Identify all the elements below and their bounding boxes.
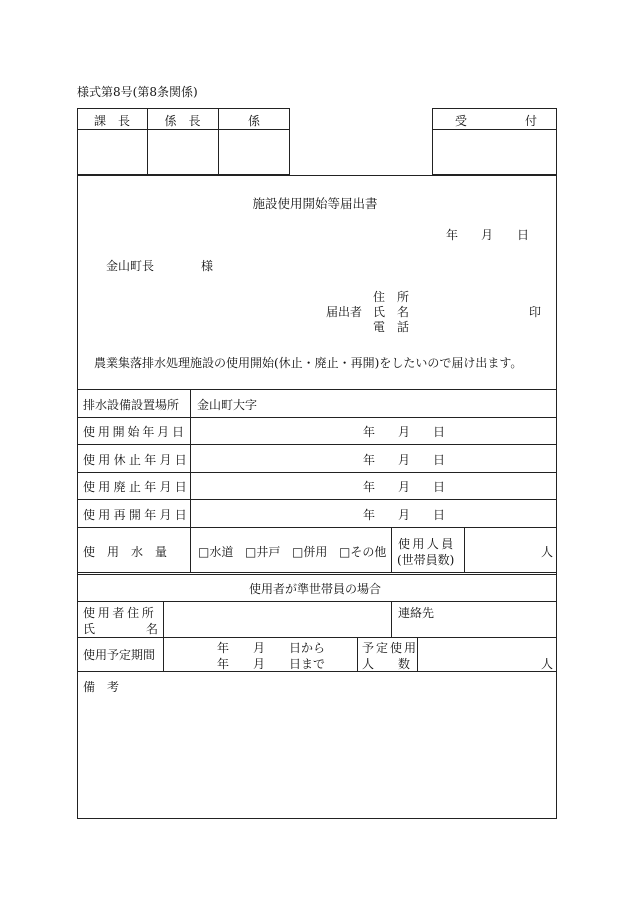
name-label: 氏 名 xyxy=(373,305,410,319)
option-well: □井戸 xyxy=(245,545,281,559)
location-label: 排水設備設置場所 xyxy=(83,398,180,412)
form-number: 様式第8号(第8条関係) xyxy=(77,85,198,99)
user-address-label: 使用者住所 xyxy=(83,606,157,620)
option-other: □その他 xyxy=(339,545,387,559)
location-value: 金山町大字 xyxy=(197,398,258,412)
period-from: 年 月 日から xyxy=(217,641,326,655)
users-sublabel: (世帯員数) xyxy=(397,553,455,567)
option-tap-water: □水道 xyxy=(198,545,234,559)
staff-header: 係 xyxy=(247,114,260,128)
form-title: 施設使用開始等届出書 xyxy=(252,196,378,211)
contact-label: 連絡先 xyxy=(398,606,435,620)
address-label: 住 所 xyxy=(373,290,410,304)
planned-unit: 人 xyxy=(541,657,554,671)
planned-label-2: 人 数 xyxy=(362,657,411,671)
receipt-label-2: 付 xyxy=(524,114,537,128)
subsection-chief-header: 係 長 xyxy=(164,114,201,128)
users-label: 使用人員 xyxy=(398,537,456,551)
abolish-date-label: 使用廃止年月日 xyxy=(83,480,191,494)
statement: 農業集落排水処理施設の使用開始(休止・廃止・再開)をしたいので届け出ます。 xyxy=(94,356,523,370)
suspend-date-label: 使用休止年月日 xyxy=(83,453,191,467)
applicant-label: 届出者 xyxy=(326,305,363,319)
water-volume-label: 使 用 水 量 xyxy=(83,545,168,559)
start-date-label: 使 用 開 始 年 月 日 xyxy=(83,425,184,439)
section-chief-header: 課 長 xyxy=(93,114,130,128)
period-label: 使用予定期間 xyxy=(83,648,156,662)
phone-label: 電 話 xyxy=(373,320,410,334)
receipt-label-1: 受 xyxy=(455,114,468,128)
sub-section-title: 使用者が準世帯員の場合 xyxy=(248,582,381,596)
remarks-label: 備 考 xyxy=(83,680,120,694)
planned-label-1: 予定使用 xyxy=(362,641,419,655)
seal-mark: 印 xyxy=(529,305,542,319)
users-unit: 人 xyxy=(541,545,554,559)
period-to: 年 月 日まで xyxy=(217,657,326,671)
resume-date-label: 使用再開年月日 xyxy=(83,508,191,522)
option-combined: □併用 xyxy=(292,545,328,559)
